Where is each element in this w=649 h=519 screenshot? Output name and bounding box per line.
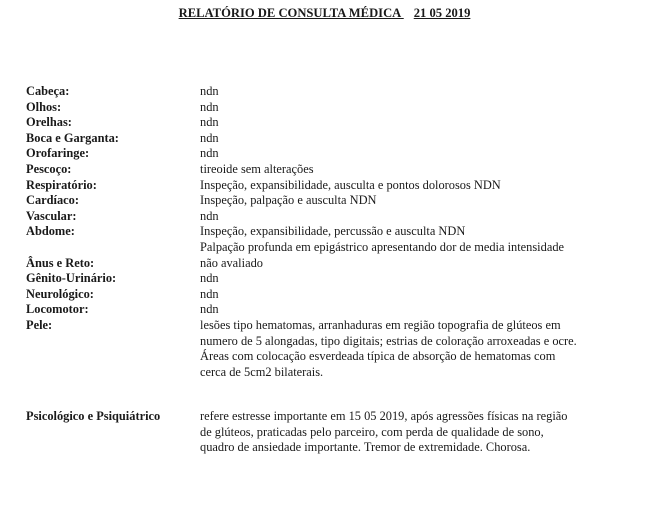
section-line: ndn (200, 99, 219, 114)
section-locomotor (26, 302, 646, 318)
section-orelhas (26, 115, 646, 131)
section-label: Locomotor: (26, 302, 89, 317)
section-line: ndn (200, 84, 219, 98)
section-vascular (26, 209, 646, 225)
section-line: tireoide sem alterações (200, 161, 314, 176)
section-value (200, 131, 646, 147)
section-line: ndn (200, 146, 219, 161)
section-value (200, 302, 646, 318)
section-label: Boca e Garganta: (26, 130, 119, 145)
section-label: Vascular: (26, 208, 77, 223)
section-label: Gênito-Urinário: (26, 271, 117, 286)
section-value (200, 115, 646, 131)
section-neurologico (26, 287, 646, 303)
section-line: ndn (200, 208, 219, 223)
section-line: Inspeção, expansibilidade, percussão e ausculta NDN (200, 224, 466, 239)
section-line: refere estresse importante em 15 05 2019, após agressões físicas na região (200, 409, 568, 423)
section-psicologico-psiquiatrico (26, 409, 646, 456)
section-value (200, 209, 646, 225)
section-orofaringe (26, 146, 646, 162)
section-line: quadro de ansiedade importante. Tremor de extremidade. Chorosa. (200, 440, 531, 455)
section-value (200, 178, 646, 194)
section-line: ndn (200, 302, 219, 317)
section-label: Pescoço: (26, 161, 72, 176)
section-line: lesões tipo hematomas, arranhaduras em região topografia de glúteos em (200, 317, 561, 332)
section-olhos (26, 100, 646, 116)
section-respiratorio (26, 178, 646, 194)
report-title (0, 6, 649, 21)
section-cardiaco (26, 193, 646, 209)
report-date: 21 05 2019 (413, 6, 471, 20)
section-value (200, 146, 646, 162)
section-value (200, 271, 646, 287)
section-genito-urinario (26, 271, 646, 287)
section-label: Abdome: (26, 224, 75, 239)
section-line: ndn (200, 130, 219, 145)
section-line: não avaliado (200, 255, 263, 270)
section-line: Áreas com colocação esverdeada típica de absorção de hematomas com (200, 349, 556, 364)
section-value (200, 84, 646, 100)
section-value (200, 287, 646, 303)
section-anus-reto (26, 256, 646, 272)
section-label: Orofaringe: (26, 146, 90, 161)
section-label: Olhos: (26, 99, 62, 114)
section-value (200, 100, 646, 116)
section-line: Inspeção, expansibilidade, ausculta e pontos dolorosos NDN (200, 177, 501, 192)
section-abdome (26, 224, 646, 255)
report-title-text: RELATÓRIO DE CONSULTA MÉDICA (178, 6, 401, 20)
section-value (200, 256, 646, 272)
section-value (200, 162, 646, 178)
section-pele (26, 318, 646, 380)
section-label: Ânus e Reto: (26, 255, 95, 270)
section-cabeca (26, 84, 646, 100)
section-line: numero de 5 alongadas, tipo digitais; estrias de coloração arroxeadas e ocre. (200, 333, 577, 348)
section-line: de glúteos, praticadas pelo parceiro, com perda de qualidade de sono, (200, 424, 544, 439)
section-value (200, 318, 646, 380)
section-label: Psicológico e Psiquiátrico (26, 409, 161, 423)
exam-sections (26, 84, 646, 380)
section-line: Inspeção, palpação e ausculta NDN (200, 193, 377, 208)
section-line: ndn (200, 286, 219, 301)
section-value (200, 193, 646, 209)
section-value (200, 224, 646, 255)
section-label: Cabeça: (26, 84, 70, 98)
section-label: Orelhas: (26, 115, 72, 130)
section-label: Pele: (26, 317, 53, 332)
section-line: cerca de 5cm2 bilaterais. (200, 364, 324, 379)
section-boca-garganta (26, 131, 646, 147)
section-line: ndn (200, 271, 219, 286)
section-line: Palpação profunda em epigástrico apresentando dor de media intensidade (200, 239, 565, 254)
section-label: Respiratório: (26, 177, 97, 192)
section-label: Neurológico: (26, 286, 94, 301)
section-label: Cardíaco: (26, 193, 79, 208)
section-value (200, 409, 646, 456)
section-line: ndn (200, 115, 219, 130)
section-pescoco (26, 162, 646, 178)
